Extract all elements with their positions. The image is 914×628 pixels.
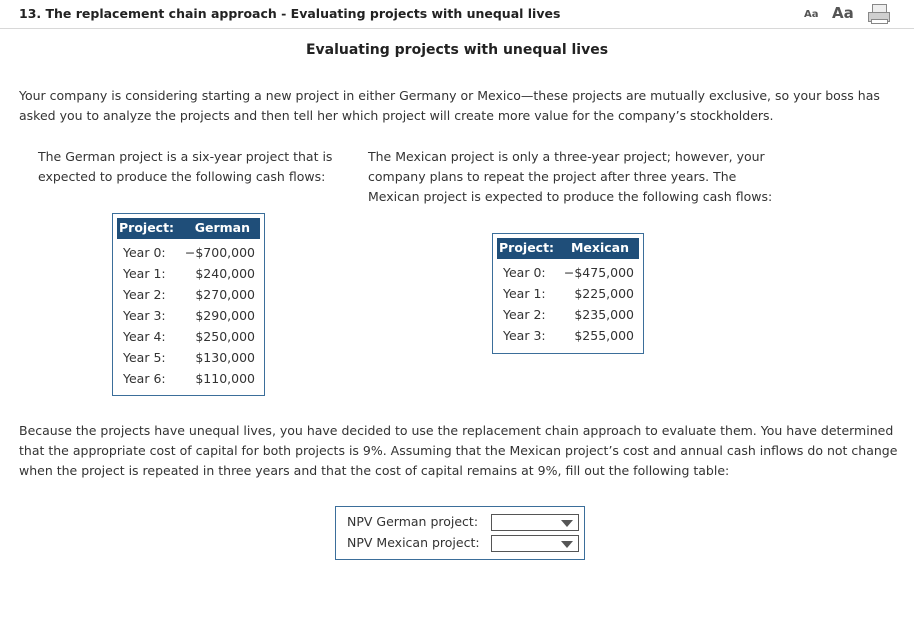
table-row: Year 0: −$700,000 [123, 245, 255, 260]
npv-german-label: NPV German project: [347, 514, 479, 529]
font-size-small-button[interactable]: Aa [804, 9, 819, 20]
font-size-large-button[interactable]: Aa [832, 4, 854, 22]
table-row: Year 2: $235,000 [503, 307, 634, 322]
npv-german-row [336, 511, 584, 532]
table-row: Year 0: −$475,000 [503, 265, 634, 280]
mexican-table-header: Project: Mexican [497, 238, 639, 259]
print-icon[interactable] [868, 4, 890, 24]
npv-answer-table [335, 506, 585, 560]
intro-paragraph: Your company is considering starting a new project in either Germany or Mexico—these projects are mutually exclusive, so your boss has asked you to analyze the projects and then tell her which project will create more value for the company’s stockholders. [19, 88, 880, 123]
page-title: Evaluating projects with unequal lives [305, 42, 609, 58]
table-row: Year 1: $225,000 [503, 286, 634, 301]
npv-mexican-row [336, 532, 584, 553]
npv-mexican-label: NPV Mexican project: [347, 535, 480, 550]
chevron-down-icon [561, 520, 573, 527]
table-row: Year 5: $130,000 [123, 350, 255, 365]
table-row: Year 3: $255,000 [503, 328, 634, 343]
table-row: Year 2: $270,000 [123, 287, 255, 302]
table-row: Year 1: $240,000 [123, 266, 255, 281]
npv-mexican-dropdown[interactable] [491, 535, 579, 552]
question-title: 13. The replacement chain approach - Evaluating projects with unequal lives [19, 6, 561, 21]
mexican-description: The Mexican project is only a three-year project; however, your company plans to repeat the project after three years. The Mexican project is expected to produce the following cash flows: [368, 149, 773, 204]
german-table-header: Project: German [117, 218, 260, 239]
german-cash-flow-table [112, 213, 265, 396]
npv-german-dropdown[interactable] [491, 514, 579, 531]
table-row: Year 6: $110,000 [123, 371, 255, 386]
table-row: Year 4: $250,000 [123, 329, 255, 344]
chevron-down-icon [561, 541, 573, 548]
mexican-cash-flow-table [492, 233, 644, 354]
instruction-paragraph: Because the projects have unequal lives, you have decided to use the replacement chain approach to evaluate them. You have determined that the appropriate cost of capital for both projects is 9%. Assuming that the Mexican project’s cost and annual cash inflows do not change when the project is repeated in three years and that the cost of capital remains at 9%, fill out the following table: [19, 423, 898, 478]
question-header [0, 0, 914, 29]
table-row: Year 3: $290,000 [123, 308, 255, 323]
german-description: The German project is a six-year project that is expected to produce the following cash flows: [38, 149, 333, 184]
